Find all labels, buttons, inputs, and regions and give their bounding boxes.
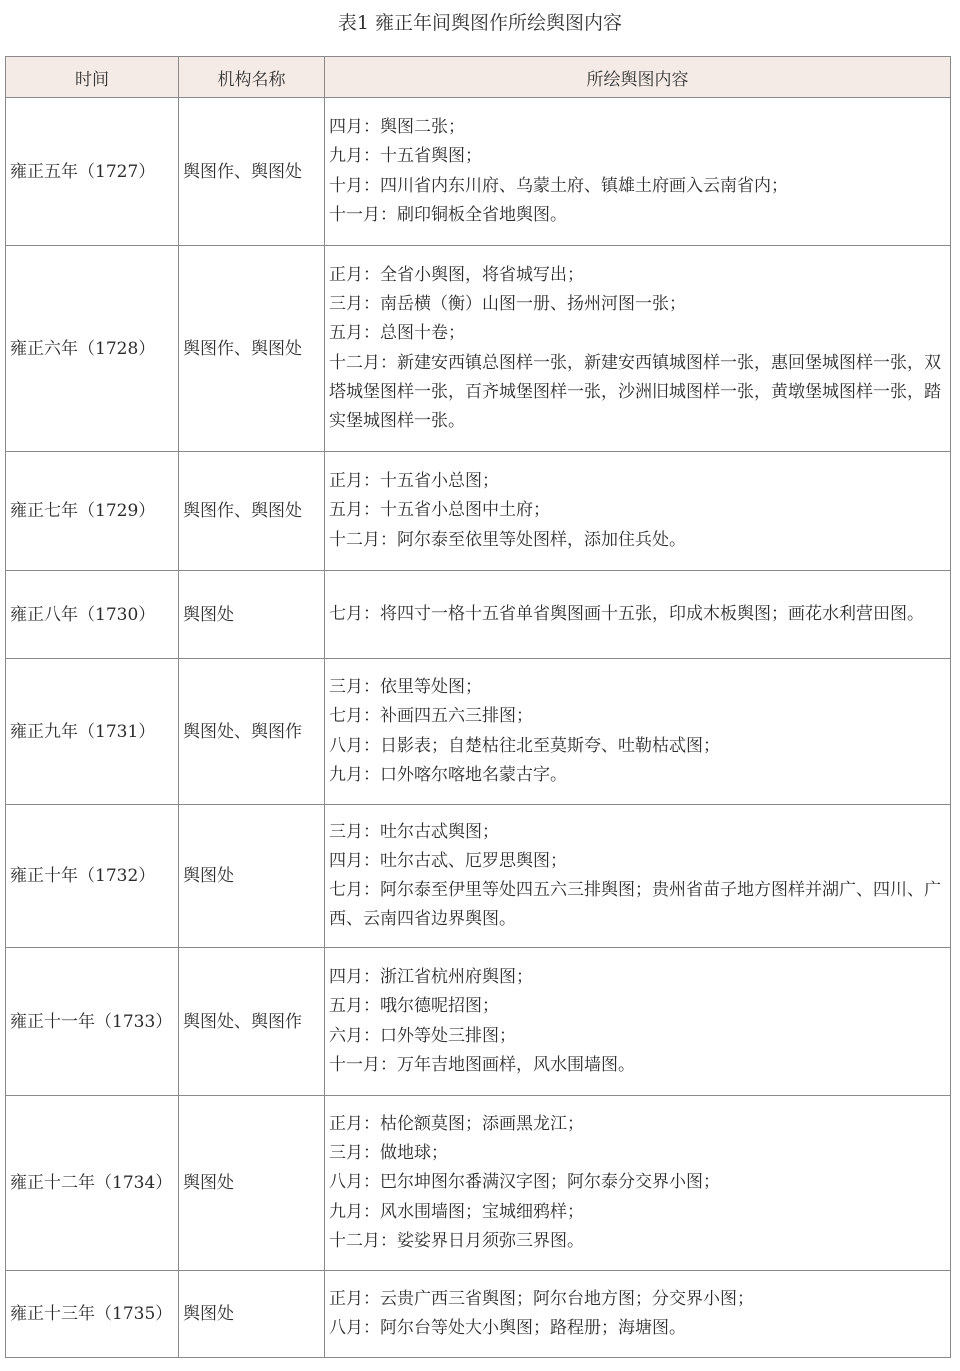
table-row — [6, 452, 951, 571]
org-cell: 舆图处、舆图作 — [179, 659, 325, 805]
content-entry: 八月：巴尔坤图尔番满汉字图；阿尔泰分交界小图； — [329, 1172, 720, 1193]
table-row — [6, 98, 951, 246]
content-entry: 三月：依里等处图； — [329, 677, 482, 698]
time-cell: 雍正十年（1732） — [6, 805, 179, 948]
content-entry: 十一月：刷印铜板全省地舆图。 — [329, 204, 567, 225]
content-cell — [325, 1271, 951, 1358]
content-cell — [325, 246, 951, 452]
org-cell: 舆图作、舆图处 — [179, 452, 325, 571]
org-cell: 舆图处 — [179, 1271, 325, 1358]
org-cell: 舆图处 — [179, 1096, 325, 1271]
content-entry: 三月：南岳横（衡）山图一册、扬州河图一张； — [329, 294, 686, 315]
content-entry: 七月：将四寸一格十五省单省舆图画十五张，印成木板舆图；画花水利营田图。 — [329, 603, 924, 624]
org-cell: 舆图处 — [179, 571, 325, 659]
content-entry: 七月：补画四五六三排图； — [329, 706, 533, 727]
time-cell: 雍正十二年（1734） — [6, 1096, 179, 1271]
content-entry: 四月：浙江省杭州府舆图； — [329, 967, 533, 988]
org-cell: 舆图作、舆图处 — [179, 246, 325, 452]
table-header — [6, 57, 951, 98]
yutu-table — [5, 56, 951, 1358]
content-cell — [325, 805, 951, 948]
content-cell — [325, 571, 951, 659]
org-cell: 舆图处 — [179, 805, 325, 948]
table-row — [6, 659, 951, 805]
column-header-org: 机构名称 — [179, 57, 325, 98]
org-cell: 舆图处、舆图作 — [179, 948, 325, 1096]
content-entry: 九月：口外喀尔喀地名蒙古字。 — [329, 764, 567, 785]
content-entry: 三月：吐尔古忒舆图； — [329, 821, 499, 842]
content-entry: 九月：风水围墙图；宝城细鸦样； — [329, 1201, 584, 1222]
table-row — [6, 948, 951, 1096]
content-entry: 正月：云贵广西三省舆图；阿尔台地方图；分交界小图； — [329, 1288, 754, 1309]
table-row — [6, 246, 951, 452]
column-header-time: 时间 — [6, 57, 179, 98]
content-entry: 正月：全省小舆图，将省城写出； — [329, 264, 584, 285]
content-entry: 三月：做地球； — [329, 1143, 448, 1164]
time-cell: 雍正七年（1729） — [6, 452, 179, 571]
header-row — [6, 57, 951, 98]
time-cell: 雍正十一年（1733） — [6, 948, 179, 1096]
time-cell: 雍正五年（1727） — [6, 98, 179, 246]
content-cell — [325, 948, 951, 1096]
content-entry: 四月：舆图二张； — [329, 117, 465, 138]
content-entry: 八月：阿尔台等处大小舆图；路程册；海塘图。 — [329, 1318, 686, 1338]
column-header-content: 所绘舆图内容 — [325, 57, 951, 98]
table-row — [6, 1271, 951, 1358]
content-entry: 十一月：万年吉地图画样，风水围墙图。 — [329, 1054, 635, 1075]
content-entry: 十二月：娑娑界日月须弥三界图。 — [329, 1230, 584, 1251]
content-entry: 四月：吐尔古忒、厄罗思舆图； — [329, 850, 567, 871]
content-cell — [325, 659, 951, 805]
content-entry: 八月：日影表；自楚枯往北至莫斯夸、吐勒枯忒图； — [329, 735, 720, 756]
content-entry: 正月：枯伦额莫图；添画黑龙江； — [329, 1113, 584, 1134]
table-body — [6, 98, 951, 1358]
content-cell — [325, 452, 951, 571]
content-entry: 十月：四川省内东川府、乌蒙土府、镇雄土府画入云南省内； — [329, 175, 788, 196]
content-entry: 五月：十五省小总图中土府； — [329, 500, 550, 521]
time-cell: 雍正九年（1731） — [6, 659, 179, 805]
time-cell: 雍正六年（1728） — [6, 246, 179, 452]
content-entry: 正月：十五省小总图； — [329, 471, 499, 492]
table-row — [6, 571, 951, 659]
time-cell: 雍正八年（1730） — [6, 571, 179, 659]
time-cell: 雍正十三年（1735） — [6, 1271, 179, 1358]
content-entry: 六月：口外等处三排图； — [329, 1025, 516, 1046]
content-cell — [325, 1096, 951, 1271]
org-cell: 舆图作、舆图处 — [179, 98, 325, 246]
table-row — [6, 1096, 951, 1271]
content-entry: 十二月：新建安西镇总图样一张，新建安西镇城图样一张，惠回堡城图样一张，双塔城堡图样一张，百齐城堡图样一张，沙洲旧城图样一张，黄墩堡城图样一张，踏实堡城图样一张。 — [329, 352, 941, 431]
content-entry: 五月：哦尔德呢招图； — [329, 996, 499, 1017]
content-cell — [325, 98, 951, 246]
content-entry: 五月：总图十卷； — [329, 323, 465, 344]
content-entry: 九月：十五省舆图； — [329, 146, 482, 167]
table-caption: 表1 雍正年间舆图作所绘舆图内容 — [337, 12, 623, 34]
table-row — [6, 805, 951, 948]
content-entry: 七月：阿尔泰至伊里等处四五六三排舆图；贵州省苗子地方图样并湖广、四川、广西、云南四省边界舆图。 — [329, 880, 941, 930]
content-entry: 十二月：阿尔泰至依里等处图样，添加住兵处。 — [329, 529, 686, 550]
